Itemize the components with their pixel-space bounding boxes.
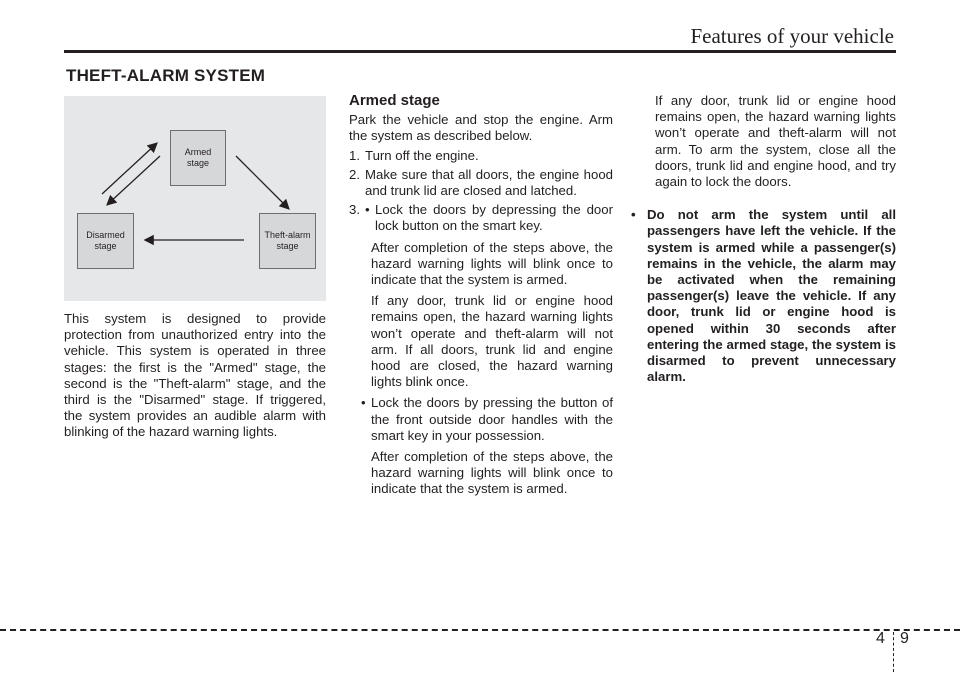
bullet1-paragraph-1: After completion of the steps above, the hazard warning lights will blink once to indicate that the system is armed. bbox=[371, 239, 613, 288]
step-text: Make sure that all doors, the engine hood and trunk lid are closed and latched. bbox=[365, 166, 613, 199]
page-number: 9 bbox=[900, 630, 909, 647]
section-title: THEFT-ALARM SYSTEM bbox=[66, 66, 266, 85]
step-number: 1. bbox=[349, 147, 360, 163]
armed-stage-heading: Armed stage bbox=[349, 92, 440, 109]
alarm-stage-diagram bbox=[64, 96, 326, 301]
theft-alarm-stage-label: Theft-alarm stage bbox=[264, 230, 311, 251]
step-3-body bbox=[365, 202, 613, 234]
chapter-number: 4 bbox=[876, 630, 885, 647]
arrow-armed-to-theft bbox=[236, 156, 288, 208]
bullet1-paragraph-2: If any door, trunk lid or engine hood remains open, the hazard warning lights won’t operate and theft-alarm will not arm. If all doors, trunk lid and engine hood are closed, the hazard warning lights blink once. bbox=[371, 293, 613, 390]
bullet-item bbox=[365, 202, 613, 234]
continued-paragraph: If any door, trunk lid or engine hood remains open, the hazard warning lights won’t operate and theft-alarm will not arm. To arm the system, close all the doors, trunk lid and engine hood, and try again to lock the doors. bbox=[655, 93, 896, 190]
header-rule bbox=[64, 50, 896, 53]
armed-stage-box bbox=[170, 130, 226, 186]
theft-alarm-stage-box bbox=[259, 213, 316, 269]
bullet-item bbox=[361, 395, 613, 444]
footer-rule bbox=[0, 629, 960, 631]
bullet-text: Lock the doors by depressing the door lock button on the smart key. bbox=[375, 202, 613, 234]
armed-steps-list bbox=[349, 148, 613, 235]
bullet-icon: • bbox=[631, 207, 636, 223]
step-2 bbox=[349, 167, 613, 199]
step-number: 2. bbox=[349, 166, 360, 182]
page-number-divider bbox=[893, 632, 894, 672]
running-header: Features of your vehicle bbox=[690, 24, 894, 48]
warning-text: Do not arm the system until all passengers have left the vehicle. If the system is armed while a passenger(s) remains in the vehicle, the alarm may be activated when the remaining passenger(s) leave the vehicle. If any door, trunk lid or engine hood is opened within 30 seconds after entering the armed stage, the system is disarmed to prevent unnecessary alarm. bbox=[647, 207, 896, 385]
bullet2-paragraph-1: After completion of the steps above, the hazard warning lights will blink once to indicate that the system is armed. bbox=[371, 449, 613, 497]
warning-bullet bbox=[631, 207, 896, 385]
armed-stage-section bbox=[349, 93, 613, 498]
arrow-armed-to-disarmed bbox=[108, 156, 160, 204]
bullet-icon: • bbox=[365, 202, 370, 218]
step-1 bbox=[349, 148, 613, 164]
intro-paragraph: This system is designed to provide protection from unauthorized entry into the vehicle. This system is operated in three stages: the first is the "Armed" stage, the second is the "Theft-alarm" stage, and the third is the "Disarmed" stage. If triggered, the system provides an audible alarm with blinking of the hazard warning lights. bbox=[64, 311, 326, 440]
step-number: 3. bbox=[349, 202, 360, 218]
armed-stage-lead: Park the vehicle and stop the engine. Arm the system as described below. bbox=[349, 112, 613, 144]
arrow-disarmed-to-armed bbox=[102, 144, 156, 194]
bullet-icon: • bbox=[361, 395, 366, 411]
bullet-text: Lock the doors by pressing the button of the front outside door handles with the smart key in your possession. bbox=[371, 395, 613, 443]
step-3 bbox=[349, 202, 613, 234]
diagram-arrows bbox=[64, 96, 326, 301]
step-text: Turn off the engine. bbox=[365, 147, 479, 163]
disarmed-stage-label: Disarmed stage bbox=[86, 230, 125, 251]
right-column bbox=[631, 93, 896, 385]
disarmed-stage-box bbox=[77, 213, 134, 269]
armed-stage-label: Armed stage bbox=[184, 147, 212, 168]
